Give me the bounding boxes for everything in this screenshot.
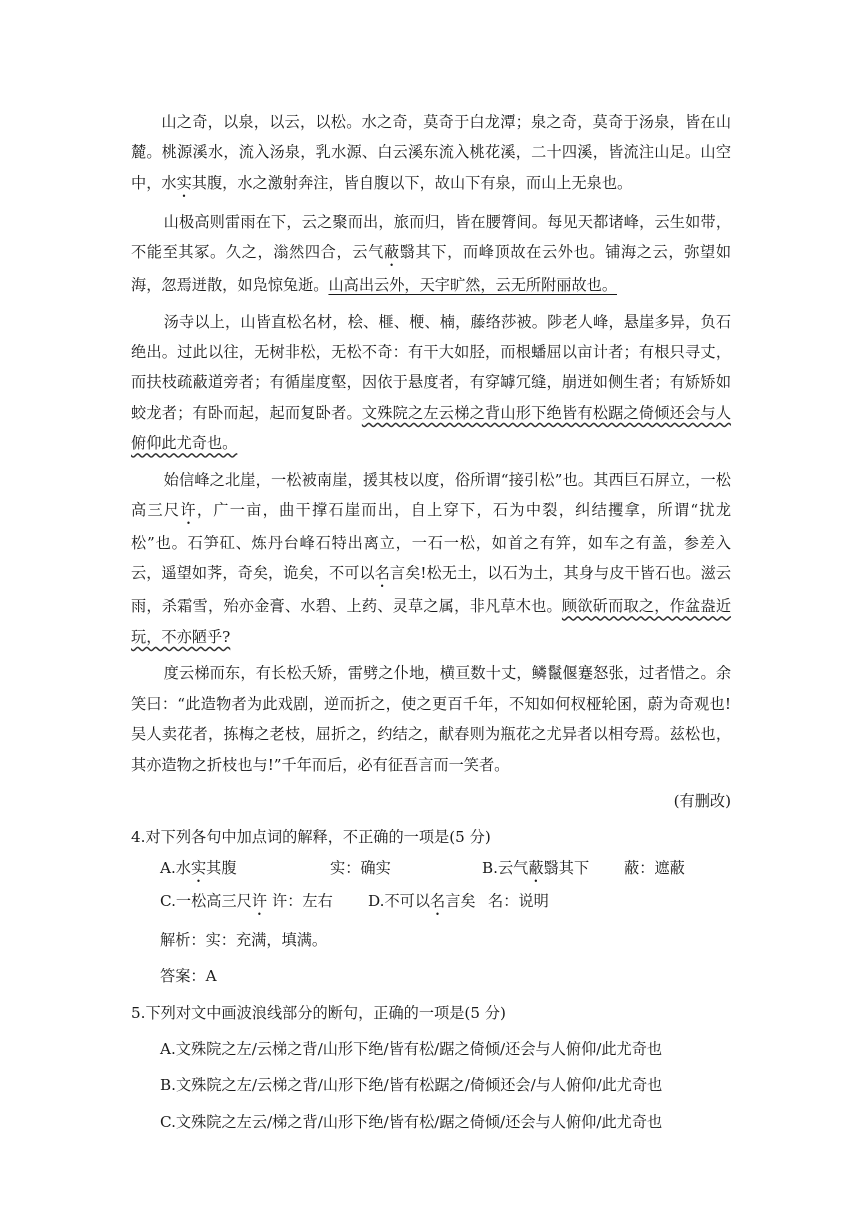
option-d: D.不可以名言矣 (368, 891, 476, 910)
question-5-option-c: C.文殊院之左云/梯之背/山形下绝/皆有松/踞之倚倾/还会与人俯仰/此尤奇也 (160, 1112, 663, 1131)
dotted-word: 蔽 (528, 858, 544, 877)
option-a: A.水实其腹 (160, 858, 237, 877)
option-c-gloss: 许：左右 (272, 891, 333, 910)
dotted-word: 许 (180, 501, 197, 520)
dotted-word: 名 (374, 564, 390, 583)
passage-paragraph-3: 汤寺以上，山皆直松名材，桧、榧、楩、楠，藤络莎被。陟老人峰，悬崖多异，负石绝出。过此以往，无树非松，无松不奇：有干大如胫，而根蟠屈以亩计者；有根只寻丈，而扶枝疏蔽道旁者；有循崖度壑，因依于悬度者，有穿罅冗缝，崩迸如侧生者；有矫矫如蛟龙者；有卧而起，起而复卧者。文殊院之左云梯之背山形下绝皆有松踞之倚倾还会与人俯仰此尤奇也。 (131, 312, 732, 453)
passage-paragraph-1: 山之奇，以泉，以云，以松。水之奇，莫奇于白龙潭；泉之奇，莫奇于汤泉，皆在山麓。桃源溪水，流入汤泉，乳水源、白云溪东流入桃花溪，二十四溪，皆流注山足。山空中，水实其腹，水之激射奔注，皆自腹以下，故山下有泉，而山上无泉也。 (131, 113, 731, 192)
option-b: B.云气蔽翳其下 (482, 858, 590, 877)
dotted-word: 实 (176, 173, 192, 192)
option-a-gloss: 实：确实 (330, 858, 391, 877)
option-d-gloss: 名：说明 (488, 891, 549, 910)
wavy-underlined-sentence: 顾欲斫而取之，作盆盎近玩，不亦陋乎? (131, 597, 732, 646)
question-4-analysis: 解析：实：充满，填满。 (160, 930, 328, 949)
question-5-option-a: A.文殊院之左/云梯之背/山形下绝/皆有松/踞之倚倾/还会与人俯仰/此尤奇也 (160, 1039, 663, 1058)
document-content (131, 107, 731, 1137)
option-b-gloss: 蔽：遮蔽 (624, 858, 685, 877)
question-4-options-cd (131, 886, 731, 919)
wavy-underlined-sentence: 文殊院之左云梯之背山形下绝皆有松踞之倚倾还会与人俯仰此尤奇也。 (131, 403, 732, 453)
passage-paragraph-2: 山极高则雷雨在下，云之聚而出，旅而归，皆在腰膂间。每见天都诸峰，云生如带，不能至其冢。久之，滃然四合，云气蔽翳其下，而峰顶故在云外也。铺海之云，弥望如海，忽焉迸散，如凫惊兔逝。山高出云外，天宇旷然，云无所附丽故也。 (131, 212, 732, 295)
dotted-word: 蔽 (383, 243, 400, 262)
question-5-title: 5.下列对文中画波浪线部分的断句，正确的一项是(5 分) (131, 1003, 506, 1022)
dotted-word: 名 (430, 891, 446, 910)
underlined-sentence: 山高出云外，天宇旷然，云无所附丽故也。 (328, 276, 617, 295)
passage-paragraph-4: 始信峰之北崖，一松被南崖，援其枝以度，俗所谓“接引松”也。其西巨石屏立，一松高三尺许，广一亩，曲干撑石崖而出，自上穿下，石为中裂，纠结攫拿，所谓“扰龙松”也。石笋矼、炼丹台峰石特出离立，一石一松，如首之有笄，如车之有盖，参差入云，遥望如荠，奇矣，诡矣，不可以名言矣!松无土，以石为土，其身与皮干皆石也。滋云雨，杀霜雪，殆亦金膏、水碧、上药、灵草之属，非凡草木也。顾欲斫而取之，作盆盎近玩，不亦陋乎? (131, 470, 732, 646)
option-c: C.一松高三尺许 (160, 891, 268, 910)
question-4-answer: 答案：A (160, 967, 217, 986)
source-note: (有删改) (673, 791, 731, 810)
question-4-title: 4.对下列各句中加点词的解释，不正确的一项是(5 分) (131, 828, 491, 847)
dotted-word: 许 (251, 891, 268, 910)
question-5-option-b: B.文殊院之左/云梯之背/山形下绝/皆有松踞之/倚倾还会/与人俯仰/此尤奇也 (160, 1076, 663, 1095)
dotted-word: 实 (190, 858, 207, 877)
passage-paragraph-5: 度云梯而东，有长松夭矫，雷劈之仆地，横亘数十丈，鳞鬣偃蹇怒张，过者惜之。余笑曰：“此造物者为此戏剧，逆而折之，使之更百千年，不知如何杈桠轮囷，蔚为奇观也!吴人卖花者，拣梅之老枝，屈折之，约结之，献春则为瓶花之尤异者以相夸焉。兹松也，其亦造物之折枝也与!”千年而后，必有征吾言而一笑者。 (131, 664, 731, 774)
question-4-options-ab (131, 853, 731, 886)
